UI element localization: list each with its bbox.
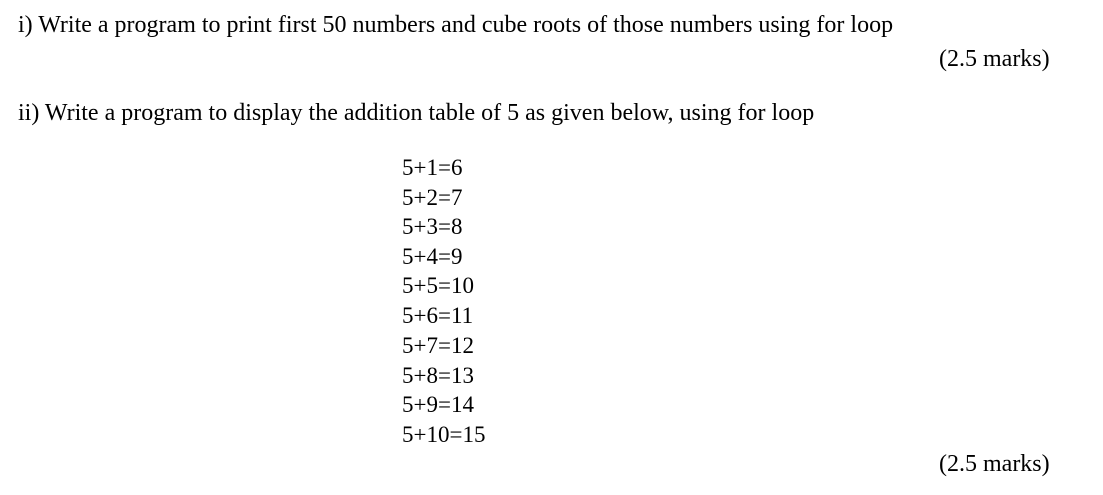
question-1-marks: (2.5 marks) — [939, 46, 1050, 72]
table-line: 5+1=6 — [402, 155, 463, 180]
table-line: 5+8=13 — [402, 363, 474, 388]
table-line: 5+5=10 — [402, 273, 474, 298]
table-line: 5+9=14 — [402, 392, 474, 417]
table-line: 5+6=11 — [402, 303, 474, 328]
table-line: 5+7=12 — [402, 333, 474, 358]
table-line: 5+4=9 — [402, 244, 463, 269]
table-line: 5+2=7 — [402, 185, 463, 210]
question-1-text: i) Write a program to print first 50 numbers and cube roots of those numbers using for loop — [18, 12, 894, 38]
question-2-marks: (2.5 marks) — [939, 451, 1050, 477]
table-line: 5+3=8 — [402, 214, 463, 239]
question-2-text: ii) Write a program to display the addition table of 5 as given below, using for loop — [18, 100, 815, 126]
table-line: 5+10=15 — [402, 422, 486, 447]
